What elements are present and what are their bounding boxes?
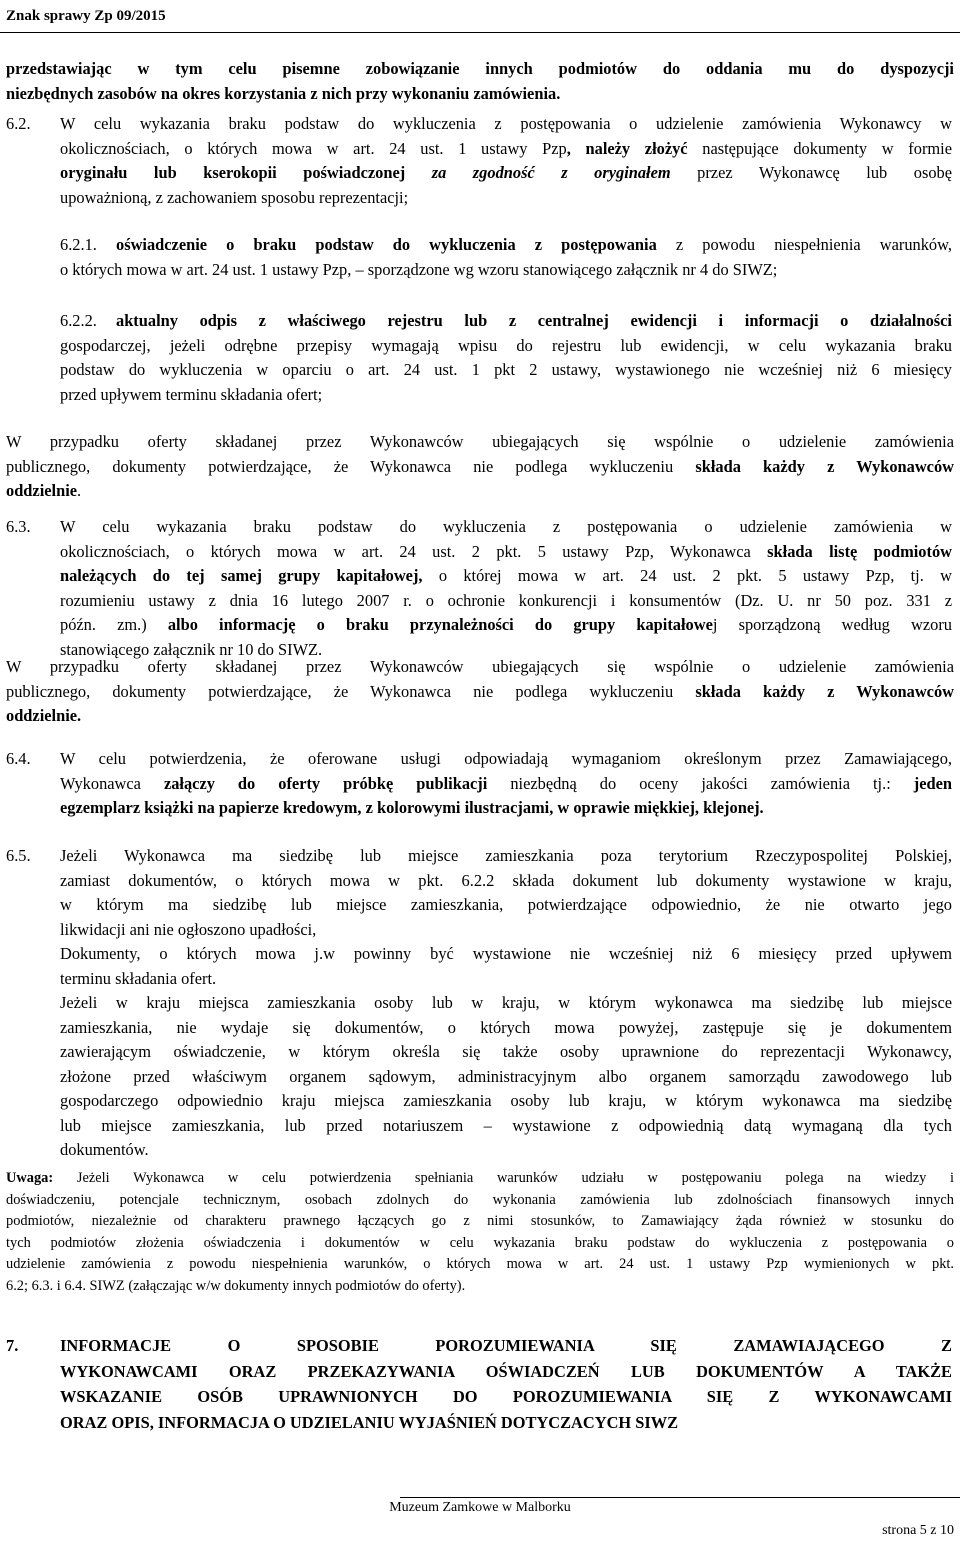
note-label: Uwaga: (6, 1170, 54, 1186)
section-number-6-3: 6.3. (6, 517, 31, 536)
section-number-6-5: 6.5. (6, 846, 31, 865)
intro-paragraph: przedstawiając w tym celu pisemne zobowiązanie innych podmiotów do oddania mu do dyspozycji niezbędnych zasobów na okres korzystania z nich przy wykonaniu zamówienia. (6, 59, 954, 103)
paragraph-6-2: W celu wykazania braku podstaw do wykluczenia z postępowania o udzielenie zamówienia Wykonawcy w okolicznościach, o których mowa w art. 24 ust. 1 ustawy Pzp, należy złożyć następujące dokumenty w formie oryginału lub kserokopii poświadczonej za zgodność z oryginałem przez Wykonawcę lub osobę upoważnioną, z zachowaniem sposobu reprezentacji; (60, 114, 952, 207)
page-number: strona 5 z 10 (882, 1523, 954, 1538)
section-number-7: 7. (6, 1336, 19, 1355)
joint-bidders-paragraph-1: W przypadku oferty składanej przez Wykonawców ubiegających się wspólnie o udzielenie zamówienia publicznego, dokumenty potwierdzające, że Wykonawca nie podlega wykluczeniu składa każdy z Wykonawców oddzielnie. (6, 432, 954, 500)
footer-rule (400, 1497, 960, 1498)
paragraph-6-2-2: aktualny odpis z właściwego rejestru lub z centralnej ewidencji i informacji o działalności gospodarczej, jeżeli odrębne przepisy wymagają wpisu do rejestru lub ewidencji, w celu wykazania braku podstaw do wykluczenia w oparciu o art. 24 ust. 1 pkt 2 ustawy, wystawionego nie wcześniej niż 6 miesięcy przed upływem terminu składania ofert; (60, 311, 952, 404)
paragraph-6-3: W celu wykazania braku podstaw do wykluczenia z postępowania o udzielenie zamówienia w okolicznościach, o których mowa w art. 24 ust. 2 pkt. 5 ustawy Pzp, Wykonawca składa listę podmiotów należących do tej samej grupy kapitałowej, o której mowa w art. 24 ust. 2 pkt. 5 ustawy Pzp, tj. w rozumieniu ustawy z dnia 16 lutego 2007 r. o ochronie konkurencji i konsumentów (Dz. U. nr 50 poz. 331 z późn. zm.) albo informację o braku przynależności do grupy kapitałowej sporządzoną według wzoru stanowiącego załącznik nr 10 do SIWZ. (60, 517, 952, 659)
section-number-6-2-2: 6.2.2. (60, 311, 97, 330)
header-rule (0, 32, 960, 33)
footer-institution: Muzeum Zamkowe w Malborku (389, 1500, 571, 1515)
section-7-heading: INFORMACJE O SPOSOBIE POROZUMIEWANIA SIĘ ZAMAWIAJĄCEGO Z WYKONAWCAMI ORAZ PRZEKAZYWANIA OŚWIADCZEŃ LUB DOKUMENTÓW A TAKŻE WSKAZANIE OSÓB UPRAWNIONYCH DO POROZUMIEWANIA SIĘ Z WYKONAWCAMI ORAZ OPIS, INFORMACJA O UDZIELANIU WYJAŚNIEŃ DOTYCZACYCH SIWZ (60, 1336, 952, 1432)
section-number-6-2: 6.2. (6, 114, 31, 133)
paragraph-6-4: W celu potwierdzenia, że oferowane usługi odpowiadają wymaganiom określonym przez Zamawiającego, Wykonawca załączy do oferty próbkę publikacji niezbędną do oceny jakości zamówienia tj.: jeden egzemplarz książki na papierze kredowym, z kolorowymi ilustracjami, w oprawie miękkiej, klejonej. (60, 749, 953, 817)
paragraph-6-5: Jeżeli Wykonawca ma siedzibę lub miejsce zamieszkania poza terytorium Rzeczypospolitej Polskiej, zamiast dokumentów, o których mowa w pkt. 6.2.2 składa dokument lub dokumenty wystawione w kraju, w którym ma siedzibę lub miejsce zamieszkania, potwierdzające odpowiednio, że nie otwarto jego likwidacji ani nie ogłoszono upadłości, Dokumenty, o których mowa j.w powinny być wystawione nie wcześniej niż 6 miesięcy przed upływem terminu składania ofert. Jeżeli w kraju miejsca zamieszkania osoby lub w kraju, w którym wykonawca ma siedzibę lub miejsce zamieszkania, nie wydaje się dokumentów, o których mowa powyżej, zastępuje się je dokumentem zawierającym oświadczenie, w którym określa się także osoby uprawnione do reprezentacji Wykonawcy, złożone przed właściwym organem sądowym, administracyjnym albo organem samorządu zawodowego lub gospodarczego odpowiednio kraju miejsca zamieszkania osoby lub kraju, w którym wykonawca ma siedzibę lub miejsce zamieszkania, lub przed notariuszem – wystawione z odpowiednią datą wymaganą dla tych dokumentów. (60, 846, 952, 1159)
warning-note: Uwaga: Jeżeli Wykonawca w celu potwierdzenia spełniania warunków udziału w postępowaniu polega na wiedzy i doświadczeniu, potencjale technicznym, osobach zdolnych do wykonania zamówienia lub zdolnościach finansowych innych podmiotów, niezależnie od charakteru prawnego łączących go z nimi stosunków, to Zamawiający żąda również w stosunku do tych podmiotów złożenia oświadczenia i dokumentów w celu wykazania braku podstaw do wykluczenia z postępowania o udzielenie zamówienia z powodu niespełnienia warunków, o których mowa w art. 24 ust. 1 ustawy Pzp wymienionych w pkt. 6.2; 6.3. i 6.4. SIWZ (załączając w/w dokumenty innych podmiotów do oferty). (6, 1170, 954, 1294)
section-number-6-2-1: 6.2.1. (60, 235, 97, 254)
section-number-6-4: 6.4. (6, 749, 31, 768)
joint-bidders-paragraph-2: W przypadku oferty składanej przez Wykonawców ubiegających się wspólnie o udzielenie zamówienia publicznego, dokumenty potwierdzające, że Wykonawca nie podlega wykluczeniu składa każdy z Wykonawców oddzielnie. (6, 657, 954, 725)
paragraph-6-2-1: oświadczenie o braku podstaw do wykluczenia z postępowania z powodu niespełnienia warunków, o których mowa w art. 24 ust. 1 ustawy Pzp, – sporządzone wg wzoru stanowiącego załącznik nr 4 do SIWZ; (60, 235, 952, 279)
case-number-header: Znak sprawy Zp 09/2015 (6, 8, 166, 24)
